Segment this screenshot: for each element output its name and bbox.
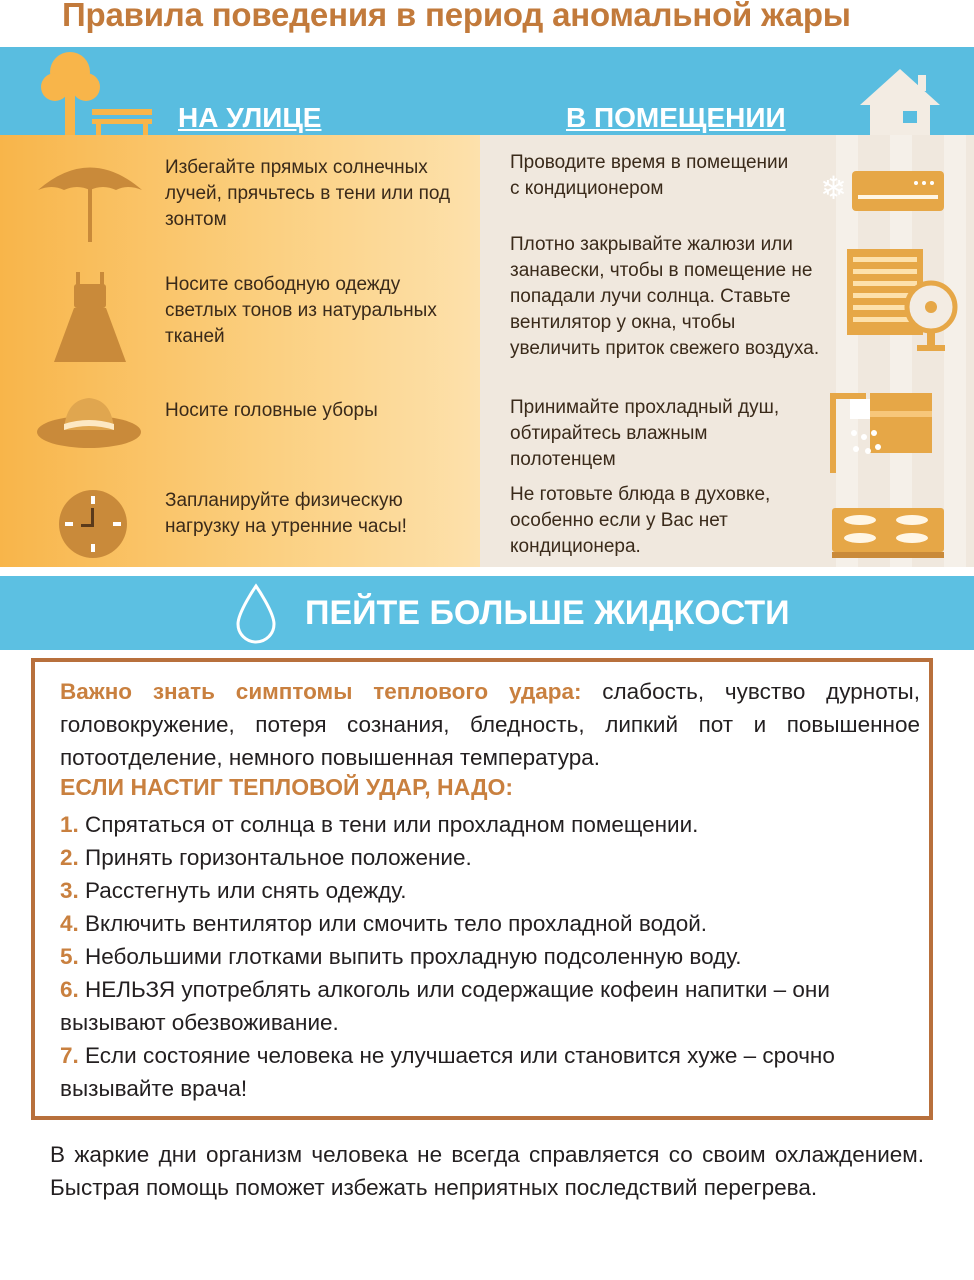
list-item: [60, 808, 920, 841]
indoor-heading: В ПОМЕЩЕНИИ: [566, 102, 786, 133]
umbrella-icon: [30, 150, 150, 245]
list-item: [60, 940, 920, 973]
outdoor-tip: Носите свободную одежду светлых тонов из натуральных тканей: [165, 274, 437, 347]
stove-icon: [828, 502, 948, 562]
svg-text:❄: ❄: [820, 169, 847, 207]
footer-note: В жаркие дни организм человека не всегда справляется со своим охлаждением. Быстрая помощь поможет избежать неприятных последствий перегрева.: [50, 1142, 924, 1200]
bench-icon: [92, 109, 152, 135]
list-item: [60, 973, 920, 1039]
outdoor-tip: Избегайте прямых солнечных лучей, прячьтесь в тени или под зонтом: [165, 157, 451, 230]
tree-icon: [41, 52, 100, 135]
step-text: Спрятаться от солнца в тени или прохладном помещении.: [78, 812, 699, 837]
shower-icon: [826, 385, 941, 475]
step-number: 1.: [60, 812, 79, 837]
step-text: Расстегнуть или снять одежду.: [78, 878, 407, 903]
symptoms-text: слабость, чувство дурноты, головокружение, потеря сознания, бледность, липкий пот и повышенное потоотделение, немного повышенная температура.: [60, 679, 920, 770]
actions-heading: ЕСЛИ НАСТИГ ТЕПЛОВОЙ УДАР, НАДО:: [60, 774, 514, 800]
dress-icon: [50, 270, 130, 370]
step-text: Принять горизонтальное положение.: [78, 845, 472, 870]
header-illustrations: [0, 47, 974, 135]
clock-icon: [55, 488, 135, 568]
step-number: 6.: [60, 977, 79, 1002]
step-number: 7.: [60, 1043, 79, 1068]
step-text: Включить вентилятор или смочить тело прохладной водой.: [78, 911, 708, 936]
hat-icon: [34, 392, 144, 454]
list-item: [60, 1039, 920, 1105]
indoor-tip: Проводите время в помещении с кондиционером: [510, 152, 789, 199]
blinds-fan-icon: [843, 245, 963, 355]
step-number: 4.: [60, 911, 79, 936]
house-icon: [860, 69, 940, 135]
list-item: [60, 874, 920, 907]
indoor-tip: Плотно закрывайте жалюзи или занавески, чтобы в помещение не попадали лучи солнца. Ставьте вентилятор у окна, чтобы увеличить приток свежего воздуха.: [510, 234, 820, 359]
page-title: Правила поведения в период аномальной жары: [62, 0, 851, 33]
air-conditioner-icon: [818, 165, 948, 215]
indoor-tip: Не готовьте блюда в духовке, особенно если у Вас нет кондиционера.: [510, 484, 771, 557]
step-number: 2.: [60, 845, 79, 870]
step-number: 3.: [60, 878, 79, 903]
outdoor-tip: Запланируйте физическую нагрузку на утренние часы!: [165, 490, 407, 537]
water-banner-text: ПЕЙТЕ БОЛЬШЕ ЖИДКОСТИ: [305, 594, 790, 632]
outdoor-heading: НА УЛИЦЕ: [178, 102, 322, 133]
symptoms-paragraph: [60, 675, 920, 774]
step-text: НЕЛЬЗЯ употреблять алкоголь или содержащие кофеин напитки – они вызывают обезвоживание.: [60, 977, 830, 1035]
list-item: [60, 841, 920, 874]
step-number: 5.: [60, 944, 79, 969]
list-item: [60, 907, 920, 940]
indoor-tip: Принимайте прохладный душ, обтирайтесь влажным полотенцем: [510, 397, 780, 470]
outdoor-tip: Носите головные уборы: [165, 400, 378, 421]
step-text: Если состояние человека не улучшается или становится хуже – срочно вызывайте врача!: [60, 1043, 835, 1101]
step-text: Небольшими глотками выпить прохладную подсоленную воду.: [78, 944, 742, 969]
symptoms-lead: Важно знать симптомы теплового удара:: [60, 679, 582, 704]
water-drop-icon: [232, 582, 280, 646]
